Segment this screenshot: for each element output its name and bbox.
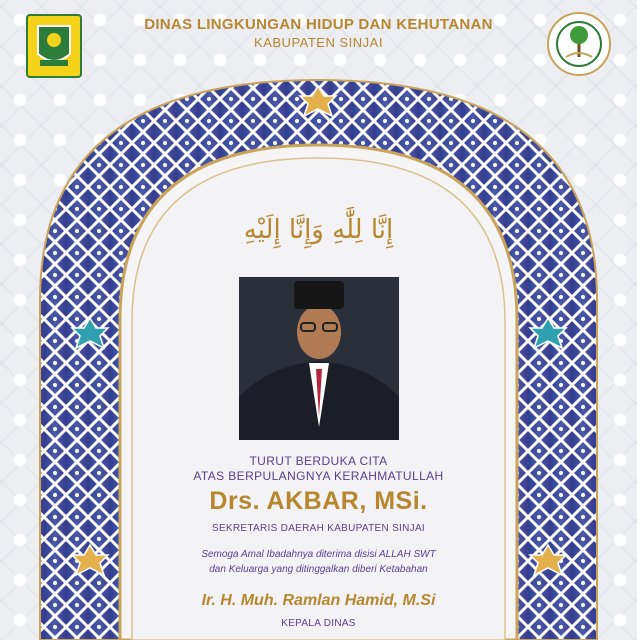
org-title: DINAS LINGKUNGAN HIDUP DAN KEHUTANAN <box>144 16 493 33</box>
condolence-line-1: TURUT BERDUKA CITA <box>249 454 388 468</box>
deceased-portrait <box>239 277 399 440</box>
sender-title: KEPALA DINAS <box>281 618 356 629</box>
prayer-line-2: dan Keluarga yang ditinggalkan diberi Ketabahan <box>209 564 428 575</box>
deceased-title: SEKRETARIS DAERAH KABUPATEN SINJAI <box>211 523 426 534</box>
deceased-name: Drs. AKBAR, MSi. <box>209 487 428 515</box>
condolence-line-2: ATAS BERPULANGNYA KERAHMATULLAH <box>193 469 444 483</box>
sender-name: Ir. H. Muh. Ramlan Hamid, M.Si <box>201 592 436 609</box>
arabic-calligraphy <box>200 200 437 260</box>
arabic-calligraphy-text: إِنَّا لِلَّٰهِ وَإِنَّا إِلَيْهِ <box>243 215 394 245</box>
org-subtitle: KABUPATEN SINJAI <box>254 35 383 50</box>
prayer-line-1: Semoga Amal Ibadahnya diterima disisi ALLAH SWT <box>201 549 436 560</box>
